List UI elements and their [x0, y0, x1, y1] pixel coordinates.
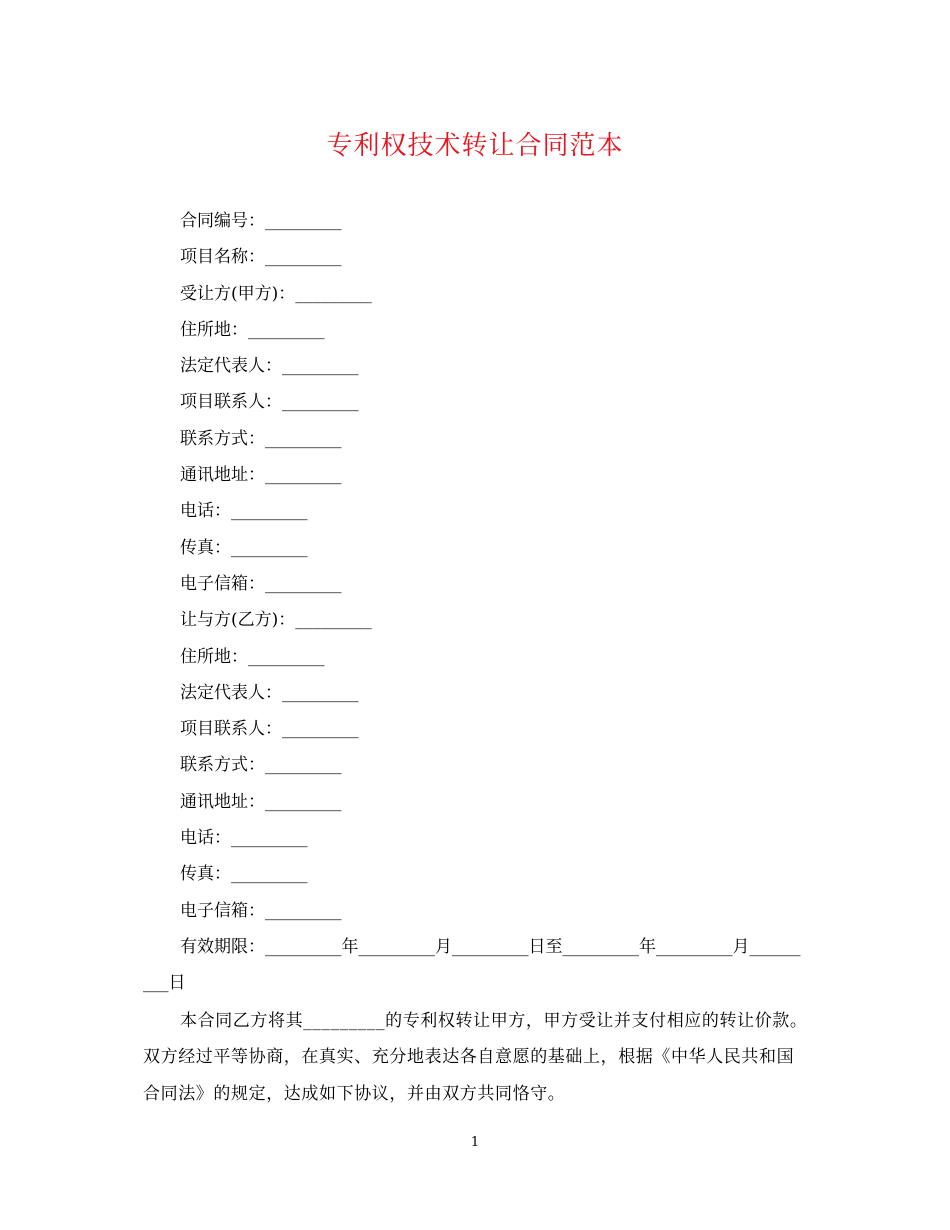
field-assignee-legal-rep [180, 348, 820, 384]
field-project-name [180, 239, 820, 275]
field-blank: _________ [265, 465, 342, 486]
body-paragraph: 本合同乙方将其_________的专利权转让甲方，甲方受让并支付相应的转让价款。双方经过平等协商，在真实、充分地表达各自意愿的基础上，根据《中华人民共和国合同法》的规定，达成如下协议，并由双方共同恪守。 [143, 1011, 808, 1104]
field-contract-number [180, 203, 820, 239]
field-blank: _________ [265, 755, 342, 776]
field-blank: _________ [248, 319, 325, 340]
field-blank: _________ [265, 573, 342, 594]
field-blank: _________ [231, 864, 308, 885]
field-blank: _________ [265, 900, 342, 921]
field-label: 项目名称： [180, 247, 265, 268]
field-label: 传真： [180, 537, 231, 558]
field-label: 联系方式： [180, 428, 265, 449]
page-number: 1 [470, 1135, 480, 1150]
field-assignor-phone [180, 820, 820, 856]
field-blank: _________ [231, 537, 308, 558]
field-blank: _________ [265, 211, 342, 231]
field-blank: _________ [231, 828, 308, 849]
field-assignor [180, 602, 820, 638]
field-blank: _________ [295, 283, 372, 304]
document-title: 专利权技术转让合同范本 [326, 131, 624, 161]
field-assignee-mailing-address [180, 457, 820, 493]
field-blank: _________ [295, 610, 372, 631]
field-assignee-contact-method [180, 421, 820, 457]
validity-period: 有效期限：_________年_________月_________日至_________年_________月_________日 [143, 937, 801, 994]
field-label: 项目联系人： [180, 392, 282, 413]
field-label: 联系方式： [180, 755, 265, 776]
field-assignor-fax [180, 856, 820, 892]
field-blank: _________ [265, 247, 342, 268]
field-label: 受让方(甲方)： [180, 283, 296, 304]
field-assignor-address [180, 639, 820, 675]
field-label: 通讯地址： [180, 791, 265, 812]
field-blank: _________ [248, 646, 325, 667]
field-assignor-project-contact [180, 711, 820, 747]
field-assignor-email [180, 893, 820, 929]
field-label: 电话： [180, 828, 231, 849]
field-blank: _________ [282, 356, 359, 377]
field-assignee-address [180, 312, 820, 348]
field-label: 法定代表人： [180, 682, 282, 703]
field-label: 电话： [180, 501, 231, 522]
field-label: 住所地： [180, 646, 248, 667]
field-assignee-fax [180, 530, 820, 566]
field-label: 法定代表人： [180, 356, 282, 377]
contract-fields [180, 203, 820, 929]
field-blank: _________ [265, 428, 342, 449]
field-label: 通讯地址： [180, 465, 265, 486]
field-blank: _________ [282, 719, 359, 740]
field-assignor-mailing-address [180, 784, 820, 820]
field-assignee [180, 276, 820, 312]
field-label: 电子信箱： [180, 900, 265, 921]
field-label: 住所地： [180, 319, 248, 340]
field-label: 合同编号： [180, 211, 265, 231]
field-assignee-project-contact [180, 384, 820, 420]
field-blank: _________ [282, 682, 359, 703]
field-assignor-contact-method [180, 747, 820, 783]
field-label: 电子信箱： [180, 573, 265, 594]
field-blank: _________ [282, 392, 359, 413]
field-label: 项目联系人： [180, 719, 282, 740]
field-blank: _________ [231, 501, 308, 522]
field-blank: _________ [265, 791, 342, 812]
field-assignor-legal-rep [180, 675, 820, 711]
field-assignee-phone [180, 493, 820, 529]
field-label: 传真： [180, 864, 231, 885]
field-label: 让与方(乙方)： [180, 610, 296, 631]
field-assignee-email [180, 566, 820, 602]
